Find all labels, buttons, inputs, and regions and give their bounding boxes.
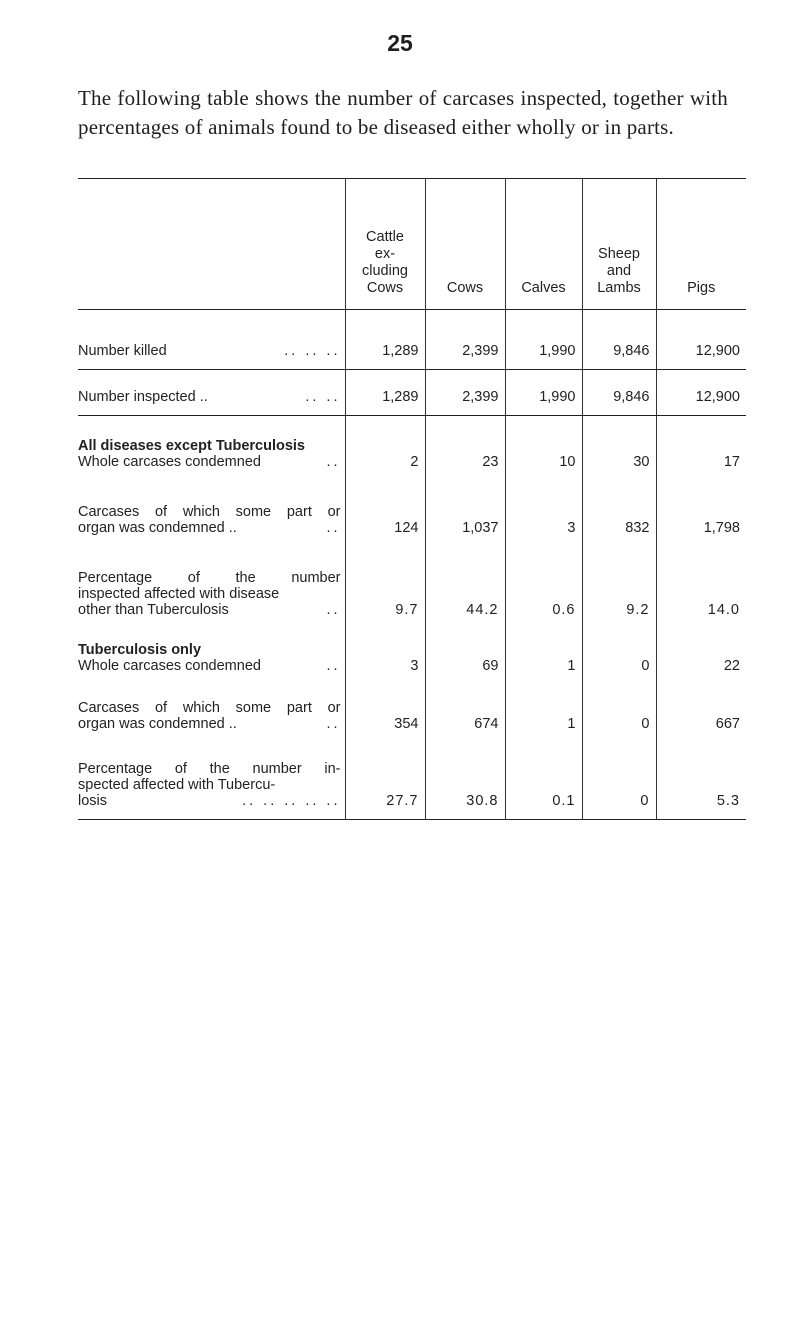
row-label: [78, 628, 345, 684]
row-label: [78, 742, 345, 820]
cell-cattle: 354: [345, 684, 425, 742]
table-row: [78, 546, 746, 628]
header-cattle-line2: ex-: [374, 246, 396, 262]
table-row: [78, 480, 746, 546]
header-cattle-line4: Cows: [366, 280, 404, 296]
row-label: [78, 370, 345, 416]
row-label-line1: Carcases of which some part or: [78, 699, 341, 716]
cell-calves: 1,990: [505, 370, 582, 416]
cell-cattle: 1,289: [345, 370, 425, 416]
row-label-line: [78, 454, 341, 470]
row-label-line: [78, 793, 341, 809]
header-sheep: [582, 179, 656, 310]
page-number: 25: [387, 30, 413, 56]
header-sheep-line1: Sheep: [598, 246, 640, 262]
header-cattle-line3: cluding: [362, 263, 408, 279]
cell-pigs: 14.0: [656, 546, 746, 628]
cell-cows: 674: [425, 684, 505, 742]
cell-sheep: 832: [582, 480, 656, 546]
header-sheep-line3: Lambs: [597, 280, 641, 296]
row-label-text: Number killed: [78, 343, 167, 359]
cell-pigs: 667: [656, 684, 746, 742]
cell-sheep: 9.2: [582, 546, 656, 628]
row-label-text: organ was condemned ..: [78, 519, 237, 536]
cell-cattle: 2: [345, 416, 425, 480]
row-label-line1: Percentage of the number in-: [78, 761, 341, 777]
leader-dots: ..: [326, 715, 341, 732]
header-calves: [505, 179, 582, 310]
cell-cows: 30.8: [425, 742, 505, 820]
header-cattle: [345, 179, 425, 310]
cell-cattle: 27.7: [345, 742, 425, 820]
row-label-line: [78, 716, 341, 732]
header-pigs-label: Pigs: [687, 280, 716, 296]
table-row: [78, 416, 746, 480]
cell-calves: 1: [505, 628, 582, 684]
cell-pigs: 22: [656, 628, 746, 684]
header-blank: [78, 179, 345, 310]
header-cows-label: Cows: [446, 280, 484, 296]
row-label-text: Number inspected ..: [78, 389, 208, 405]
table-row: [78, 628, 746, 684]
row-label-line1: Carcases of which some part or: [78, 503, 341, 520]
cell-pigs: 1,798: [656, 480, 746, 546]
cell-cows: 2,399: [425, 370, 505, 416]
row-label: [78, 684, 345, 742]
cell-cows: 1,037: [425, 480, 505, 546]
section-heading-all-diseases: All diseases except Tuberculosis: [78, 437, 305, 454]
leader-dots: ..: [326, 519, 341, 536]
row-label-text: losis: [78, 793, 108, 809]
row-label-text: Whole carcases condemned: [78, 453, 261, 470]
table-row: [78, 684, 746, 742]
cell-sheep: 0: [582, 742, 656, 820]
cell-calves: 1,990: [505, 310, 582, 370]
cell-sheep: 30: [582, 416, 656, 480]
cell-cows: 69: [425, 628, 505, 684]
row-label-line: [78, 520, 341, 536]
leader-dots: .. ..: [305, 389, 341, 405]
header-cattle-line1: Cattle: [366, 229, 404, 245]
cell-cows: 23: [425, 416, 505, 480]
cell-pigs: 12,900: [656, 310, 746, 370]
row-label-line1: Percentage of the number: [78, 569, 341, 586]
row-label-text: organ was condemned ..: [78, 715, 237, 732]
intro-paragraph: The following table shows the number of carcases inspected, together with percentages of animals found to be diseased either wholly or in parts.: [78, 86, 728, 139]
cell-sheep: 9,846: [582, 310, 656, 370]
row-label-text: Whole carcases condemned: [78, 657, 261, 674]
carcase-inspection-table: [78, 178, 746, 820]
row-label: [78, 480, 345, 546]
cell-calves: 0.1: [505, 742, 582, 820]
cell-cattle: 124: [345, 480, 425, 546]
row-label-line: [78, 658, 341, 674]
row-label: [78, 546, 345, 628]
leader-dots: ..: [326, 657, 341, 674]
section-heading-tuberculosis: Tuberculosis only: [78, 641, 202, 658]
table-row: [78, 310, 746, 370]
row-label-line2: spected affected with Tubercu-: [78, 777, 276, 793]
cell-calves: 1: [505, 684, 582, 742]
cell-cattle: 1,289: [345, 310, 425, 370]
header-calves-label: Calves: [521, 280, 566, 296]
header-cows: [425, 179, 505, 310]
table-row: [78, 742, 746, 820]
row-label-line: [78, 602, 341, 618]
table-row: [78, 370, 746, 416]
row-label-text: other than Tuberculosis: [78, 601, 229, 618]
cell-pigs: 5.3: [656, 742, 746, 820]
cell-cattle: 3: [345, 628, 425, 684]
cell-cows: 44.2: [425, 546, 505, 628]
leader-dots: .. .. .. .. ..: [242, 793, 341, 809]
leader-dots: .. .. ..: [284, 343, 341, 359]
cell-sheep: 0: [582, 628, 656, 684]
row-label: [78, 310, 345, 370]
leader-dots: ..: [326, 453, 341, 470]
row-label: [78, 416, 345, 480]
cell-calves: 10: [505, 416, 582, 480]
header-sheep-line2: and: [606, 263, 632, 279]
cell-cows: 2,399: [425, 310, 505, 370]
header-pigs: [656, 179, 746, 310]
cell-pigs: 12,900: [656, 370, 746, 416]
cell-calves: 0.6: [505, 546, 582, 628]
cell-sheep: 0: [582, 684, 656, 742]
row-label-line2: inspected affected with disease: [78, 585, 280, 602]
cell-pigs: 17: [656, 416, 746, 480]
cell-sheep: 9,846: [582, 370, 656, 416]
cell-calves: 3: [505, 480, 582, 546]
table-header-row: [78, 179, 746, 310]
cell-cattle: 9.7: [345, 546, 425, 628]
leader-dots: ..: [326, 601, 341, 618]
